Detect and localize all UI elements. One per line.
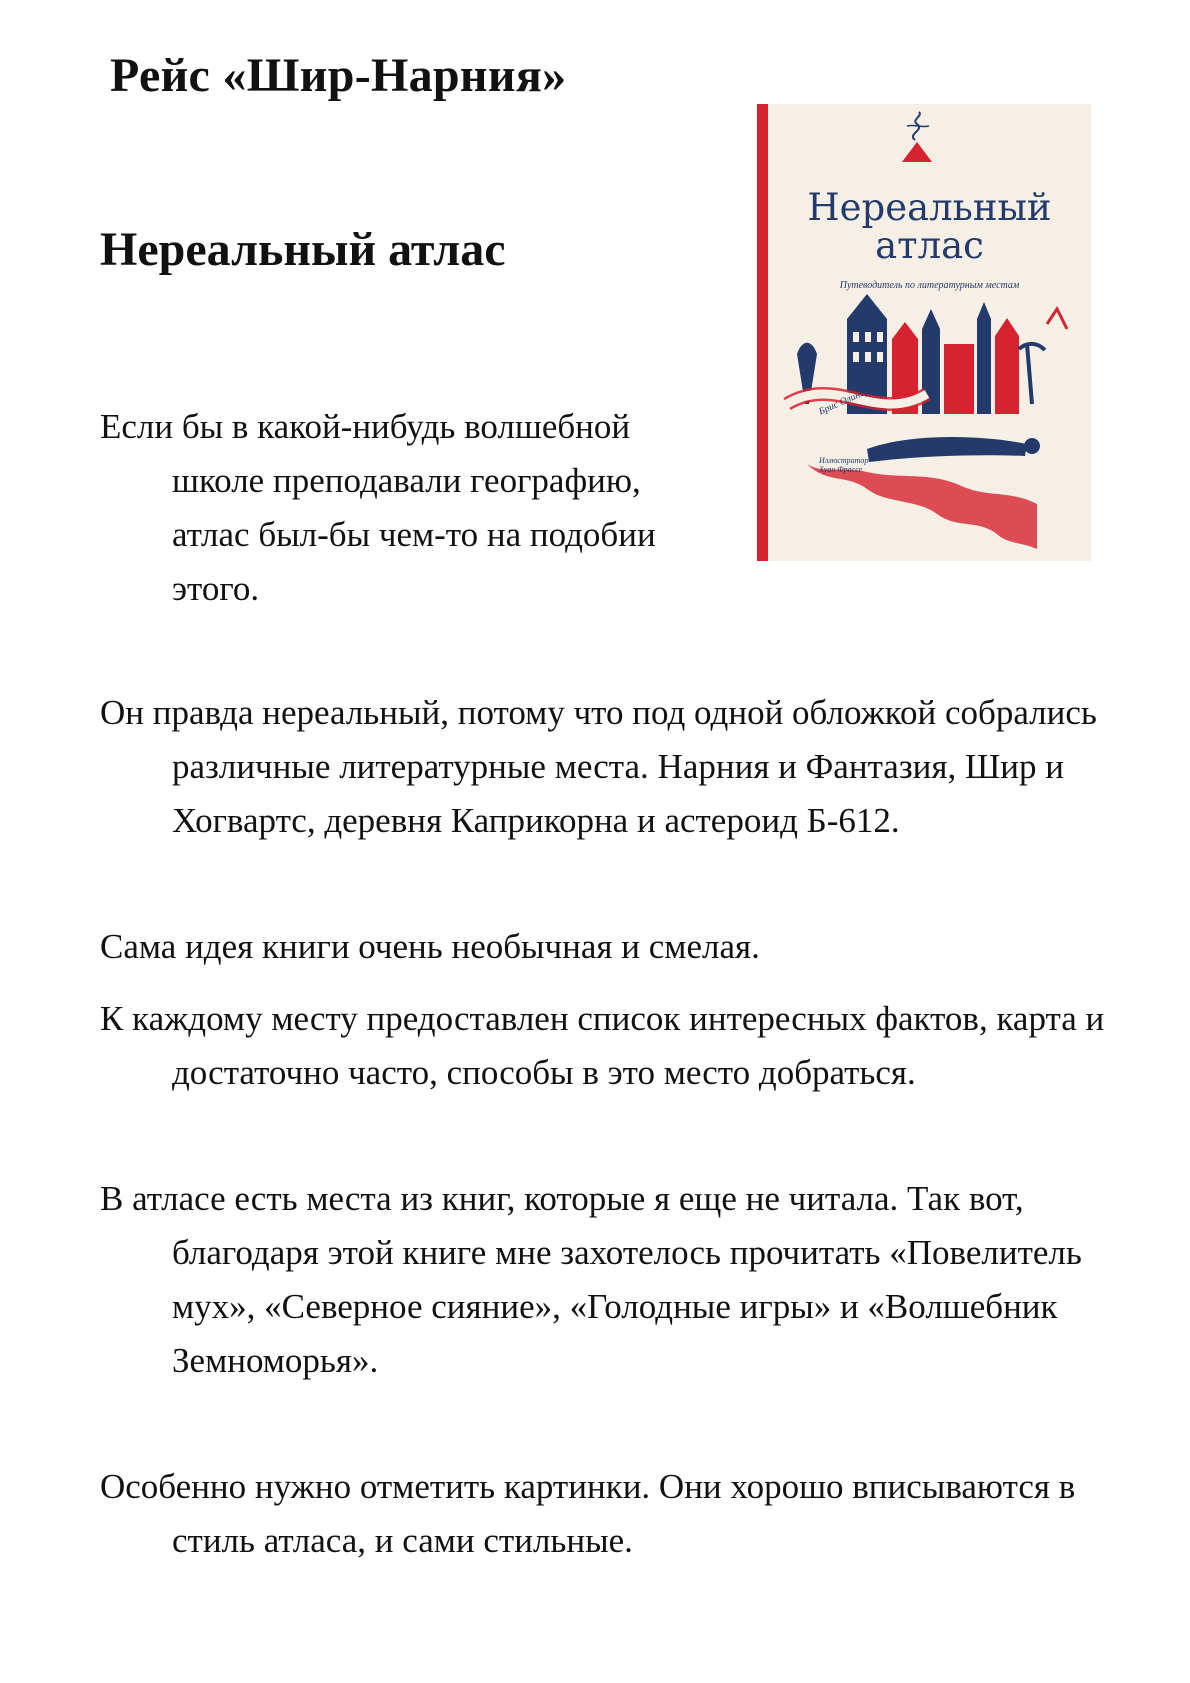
- volcano-emblem-icon: [902, 112, 932, 162]
- cover-illustrator: Иллюстратор Хуан Фрассе: [819, 456, 869, 474]
- book-title-heading: Нереальный атлас: [100, 223, 506, 276]
- cover-illustration: [757, 104, 1091, 561]
- cover-title: Нереальный атлас: [807, 186, 1052, 267]
- paragraph: Особенно нужно отметить картинки. Они хорошо вписываются в стиль атласа, и сами стильные.: [100, 1467, 1076, 1560]
- book-cover-image: [757, 104, 1091, 561]
- cover-subtitle: Путеводитель по литературным местам: [839, 280, 1020, 291]
- cover-author: Брис Олинер: [817, 385, 871, 418]
- paragraph: Сама идея книги очень необычная и смелая.: [100, 927, 760, 966]
- sleeping-figure-art: [867, 437, 1040, 462]
- paragraph: В атласе есть места из книг, которые я еще не читала. Так вот, благодаря этой книге мне захотелось прочитать «Повелитель мух», «Северное сияние», «Голодные игры» и «Волшебник Земноморья».: [100, 1179, 1082, 1380]
- page-title: Рейс «Шир-Нарния»: [110, 49, 567, 102]
- paragraph: Если бы в какой-нибудь волшебной школе преподавали географию, атлас был-бы чем-то на подобии этого.: [100, 407, 656, 608]
- paragraph: К каждому месту предоставлен список интересных фактов, карта и достаточно часто, способы в это место добраться.: [100, 999, 1105, 1092]
- paragraph: Он правда нереальный, потому что под одной обложкой собрались различные литературные места. Нарния и Фантазия, Шир и Хогвартс, деревня Каприкорна и астероид Б-612.: [100, 693, 1097, 840]
- red-landmass-art: [807, 464, 1037, 549]
